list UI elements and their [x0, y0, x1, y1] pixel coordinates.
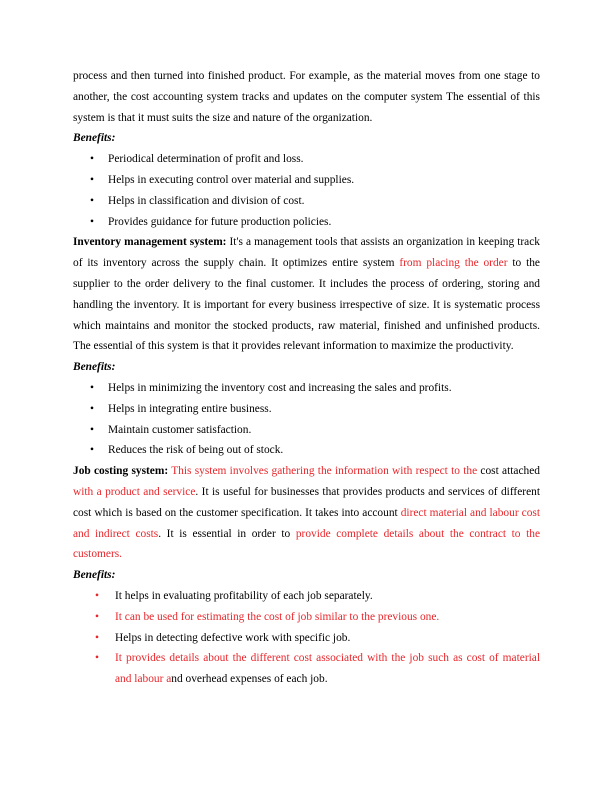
bullet-icon: •: [90, 423, 94, 436]
bullet-icon: •: [95, 631, 99, 644]
bullet-icon: •: [90, 402, 94, 415]
list-item: • Reduces the risk of being out of stock.: [73, 440, 540, 461]
benefits-heading-2: Benefits:: [73, 361, 116, 374]
bullet-icon: •: [90, 381, 94, 394]
benefits-list-1: [73, 149, 540, 232]
list-item: • Maintain customer satisfaction.: [73, 420, 540, 441]
list-item: • Helps in detecting defective work with specific job.: [73, 628, 540, 649]
highlighted-text: from placing the order: [399, 257, 508, 270]
bullet-icon: •: [90, 215, 94, 228]
benefits-heading-3: Benefits:: [73, 569, 116, 582]
bullet-icon: •: [90, 173, 94, 186]
job-costing-paragraph: Job costing system: This system involves gathering the information with respect to the cost attached with a product and service. It is useful for businesses that provides products and services of different cost which is based on the customer specification. It takes into account direct material and labour cost and indirect costs. It is essential in order to provide complete details about the contract to the customers.: [73, 465, 541, 561]
job-costing-heading: Job costing system:: [73, 465, 169, 478]
inventory-paragraph: Inventory management system: It's a management tools that assists an organization in keeping track of its inventory across the supply chain. It optimizes entire system from placing the order to the supplier to the order delivery to the final customer. It includes the process of ordering, storing and handling the inventory. It is important for every business irrespective of size. It is systematic process which maintains and monitor the stocked products, raw material, finished and unfinished products. The essential of this system is that it provides relevant information to maximize the productivity.: [73, 236, 540, 353]
bullet-icon: •: [95, 589, 99, 602]
list-item: • Provides guidance for future production policies.: [73, 212, 540, 233]
list-item: • Periodical determination of profit and loss.: [73, 149, 540, 170]
bullet-icon: •: [95, 610, 99, 623]
highlighted-text: with a product and service: [73, 485, 196, 498]
document-page: [73, 66, 540, 690]
list-item: • Helps in classification and division of cost.: [73, 191, 540, 212]
list-item: • Helps in integrating entire business.: [73, 399, 540, 420]
benefits-list-2: [73, 378, 540, 461]
bullet-icon: •: [90, 153, 94, 166]
list-item: • Helps in executing control over material and supplies.: [73, 170, 540, 191]
inventory-heading: Inventory management system:: [73, 236, 227, 249]
list-item: • It helps in evaluating profitability of each job separately.: [73, 586, 540, 607]
list-item: • It provides details about the different cost associated with the job such as cost of material and labour and overhead expenses of each job.: [73, 648, 540, 690]
highlighted-text: This system involves gathering the information with respect to the: [171, 465, 478, 478]
benefits-heading-1: Benefits:: [73, 132, 116, 145]
benefits-list-3: [73, 586, 540, 690]
highlighted-text: direct material and labour cost and indirect costs: [73, 506, 540, 540]
bullet-icon: •: [95, 652, 99, 665]
intro-paragraph: process and then turned into finished product. For example, as the material moves from one stage to another, the cost accounting system tracks and updates on the computer system The essential of this system is that it must suits the size and nature of the organization.: [73, 70, 540, 124]
highlighted-text: provide complete details about the contract to the customers.: [73, 527, 541, 561]
list-item: • It can be used for estimating the cost of job similar to the previous one.: [73, 607, 540, 628]
bullet-icon: •: [90, 194, 94, 207]
list-item: • Helps in minimizing the inventory cost and increasing the sales and profits.: [73, 378, 540, 399]
bullet-icon: •: [90, 444, 94, 457]
